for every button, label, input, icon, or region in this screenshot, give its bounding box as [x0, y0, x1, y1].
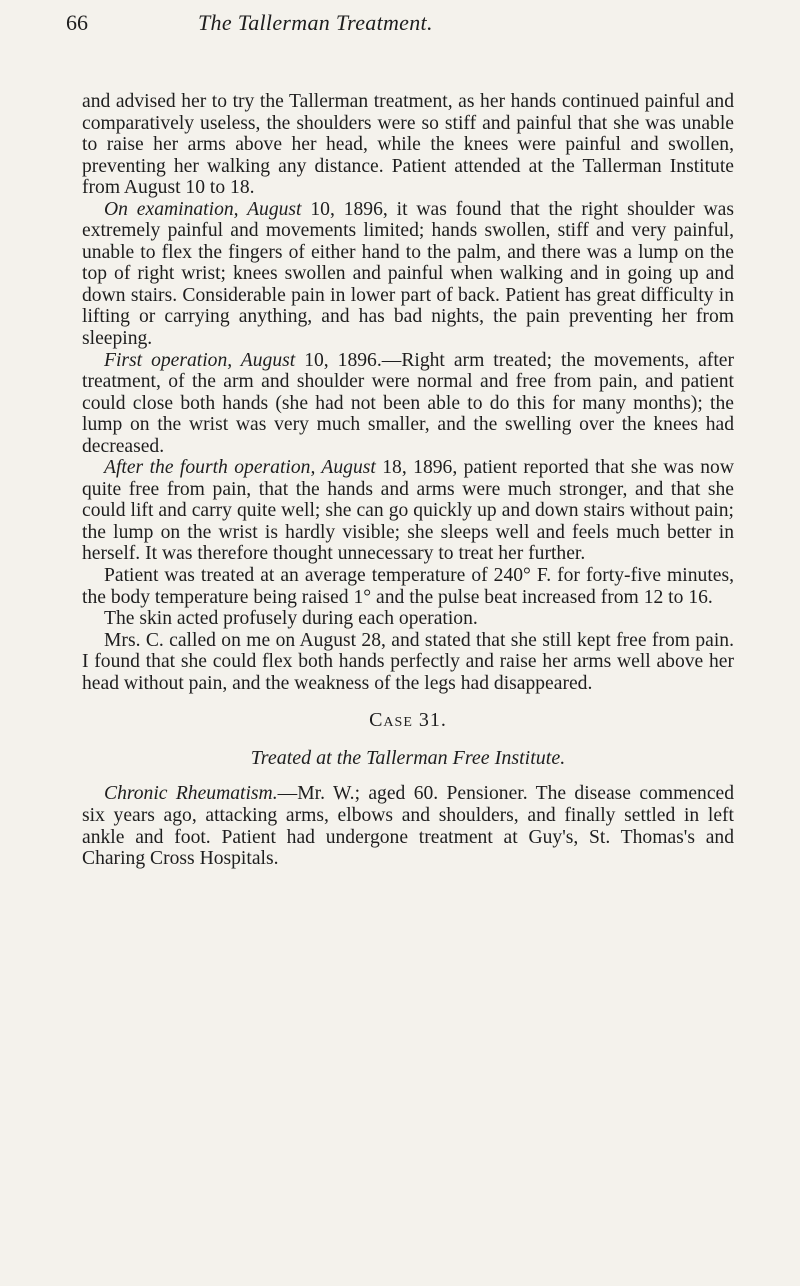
case-heading: Case 31. — [369, 709, 447, 732]
page-number: 66 — [66, 10, 88, 35]
paragraph: Patient was treated at an average temperature of 240° F. for forty-five minutes, the body temperature being raised 1° and the pulse beat increased from 12 to 16. — [82, 565, 734, 608]
paragraph-lead: After the fourth operation, August — [104, 457, 376, 479]
page-body — [82, 91, 734, 870]
paragraph: and advised her to try the Tallerman treatment, as her hands continued painful and comparatively useless, the shoulders were so stiff and painful that she was unable to raise her arms above her head, while the knees were painful and swollen, preventing her walking any distance. Patient attended at the Tallerman Institute from August 10 to 18. — [82, 91, 734, 199]
paragraph: First operation, August 10, 1896.—Right arm treated; the movements, after treatment, of the arm and shoulder were normal and free from pain, and patient could close both hands (she had not been able to do this for many months); the lump on the wrist was very much smaller, and the swelling over the knees had decreased. — [82, 349, 734, 457]
paragraph: The skin acted profusely during each operation. — [104, 608, 478, 630]
paragraph-lead: Chronic Rheumatism. — [104, 783, 278, 805]
paragraph: Mrs. C. called on me on August 28, and stated that she still kept free from pain. I found that she could flex both hands perfectly and raise her arms well above her head without pain, and the weakness of the legs had disappeared. — [82, 629, 734, 694]
running-title: The Tallerman Treatment. — [198, 10, 433, 35]
paragraph-lead: On examination, August — [104, 198, 302, 220]
paragraph: Chronic Rheumatism.—Mr. W.; aged 60. Pensioner. The disease commenced six years ago, attacking arms, elbows and shoulders, and finally settled in left ankle and foot. Patient had undergone treatment at Guy's, St. Thomas's and Charing Cross Hospitals. — [82, 783, 735, 870]
paragraph: After the fourth operation, August 18, 1896, patient reported that she was now quite free from pain, that the hands and arms were much stronger, and that she could lift and carry quite well; she can go quickly up and down stairs without pain; the lump on the wrist is hardly visible; she sleeps well and feels much better in herself. It was therefore thought unnecessary to treat her further. — [82, 457, 734, 565]
paragraph-lead: First operation, August — [104, 349, 296, 371]
case-subheading: Treated at the Tallerman Free Institute. — [250, 746, 566, 769]
paragraph: On examination, August 10, 1896, it was found that the right shoulder was extremely painful and movements limited; hands swollen, stiff and very painful, unable to flex the fingers of either hand to the palm, and there was a lump on the top of right wrist; knees swollen and painful when walking and in going up and down stairs. Considerable pain in lower part of back. Patient has great difficulty in lifting or carrying anything, and has bad nights, the pain preventing her from sleeping. — [82, 198, 734, 350]
